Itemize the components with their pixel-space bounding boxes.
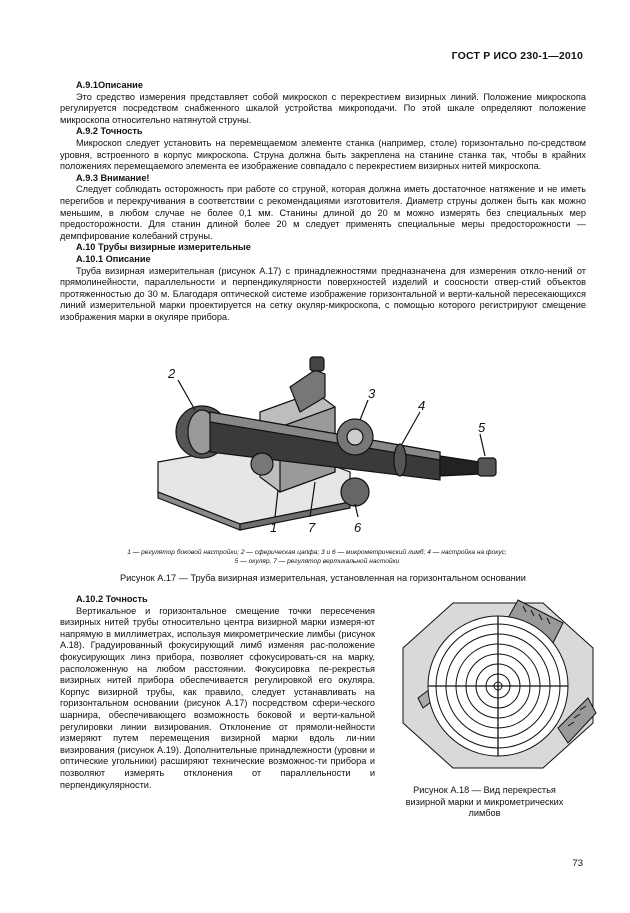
callout-7: 7: [308, 520, 316, 535]
heading-a9-2: А.9.2 Точность: [76, 126, 143, 137]
figure-a17-telescope: [150, 352, 510, 542]
callout-2: 2: [168, 366, 176, 381]
para-a9-2: Микроскоп следует установить на перемещаемом элементе станка (например, столе) горизонтально по-средством уровня, встроенного в корпус микроскопа. Струна должна быть закреплена на станине станка так, чтобы в крайних положениях перемещаемого элемента ее изображение совпадало с перекрестием визирных нитей микроскопа.: [60, 137, 586, 172]
figure-a18-caption-line2: визирной марки и микрометрических: [405, 796, 564, 807]
main-text: [60, 80, 586, 323]
figure-a18-caption-line1: Рисунок А.18 — Вид перекрестья: [413, 785, 556, 795]
figure-a17-legend-line1: 1 — регулятор боковой настройки; 2 — сферическая цапфа; 3 и 6 — микрометрический лимб; 4 — настройка на фокус;: [127, 549, 507, 556]
figure-a18-caption: [392, 785, 577, 820]
heading-a10-2: А.10.2 Точность: [76, 594, 148, 604]
heading-a9-1: А.9.1Описание: [76, 80, 143, 90]
figure-a18-caption-line3: лимбов: [468, 808, 501, 819]
heading-a10-1: А.10.1 Описание: [76, 253, 151, 264]
figure-a17-legend: [52, 548, 582, 566]
callout-1: 1: [270, 520, 278, 535]
callout-6: 6: [354, 520, 362, 535]
callout-4: 4: [418, 398, 426, 413]
standard-header: ГОСТ Р ИСО 230-1—2010: [451, 50, 583, 62]
heading-a9-3: А.9.3 Внимание!: [76, 172, 150, 183]
para-a10-2: Вертикальное и горизонтальное смещение точки пересечения визирных нитей трубы относительно центра визирной марки измеря-ют напрямую в миллиметрах, используя микрометрические лимбы (рисунок А.18). Градуированный фокусирующий лимб изменяя рас-положение фокусирующих линз прибора, позволяет сфокусировать-ся на марку, расположенную на любом расстоянии. Фокусировка пе-рекрестья визирных нитей прибора обеспечивается регулировкой его окуляра. Корпус визирной трубы, как правило, следует устанавливать на горизонтальном основании (рисунок А.17) посредством сфери-ческого шарнира, обеспечивающего возможность боковой и верти-кальной регулировки линии визирования. Отклонение от прямоли-нейности измеряют путем перемещения визирной марки вдоль ли-нии визирования (рисунок А.19). Дополнительные принадлежности (уровни и оптические угольники) расширяют технические возможнос-ти прибора и позволяют измерять отклонения от параллельности и перпендикулярности.: [60, 605, 375, 790]
figure-a18-crosshair: [398, 598, 598, 773]
para-a10-1: Труба визирная измерительная (рисунок А.17) с принадлежностями предназначена для измерения откло-нений от прямолинейности, параллельности и перпендикулярности поверхностей изделий и соосности отвер-стий объектов протяженностью до 30 м. Благодаря оптической системе изображение горизонтальной и верти-кальной пересекающихся линий измерительной марки проектируется на сетку окуляр-микроскопа, с помощью которого регистрируют смещение изображения марки в окуляре прибора.: [60, 265, 586, 322]
para-a9-1: Это средство измерения представляет собой микроскоп с перекрестием визирных линий. Положение микроскопа регулируется посредством снабженного шкалой устройства микроподачи. По этой шкале определяют положение микроскопа относительно натянутой струны.: [60, 91, 586, 125]
page-number: 73: [572, 858, 583, 869]
para-a9-3: Следует соблюдать осторожность при работе со струной, которая должна иметь достаточное натяжение и не иметь перегибов и перекручивания в соответствии с рекомендациями изготовителя. Диаметр струны должен быть как можно меньшим, в любом случае не более 0,1 мм. Станины длиной до 20 м можно измерять без специальных мер предосторожности. Для станин длиной более 20 м следует применять специальные меры предосторожности — демпфирование колебаний струны.: [60, 184, 586, 241]
figure-a17-title: Рисунок А.17 — Труба визирная измерительная, установленная на горизонтальном основании: [120, 573, 526, 583]
figure-a17-legend-line2: 5 — окуляр, 7 — регулятор вертикальной настойки: [234, 558, 400, 565]
section-a10-2: [60, 594, 375, 791]
callout-5: 5: [478, 420, 486, 435]
heading-a10: А.10 Трубы визирные измерительные: [76, 242, 251, 253]
callout-3: 3: [368, 386, 376, 401]
